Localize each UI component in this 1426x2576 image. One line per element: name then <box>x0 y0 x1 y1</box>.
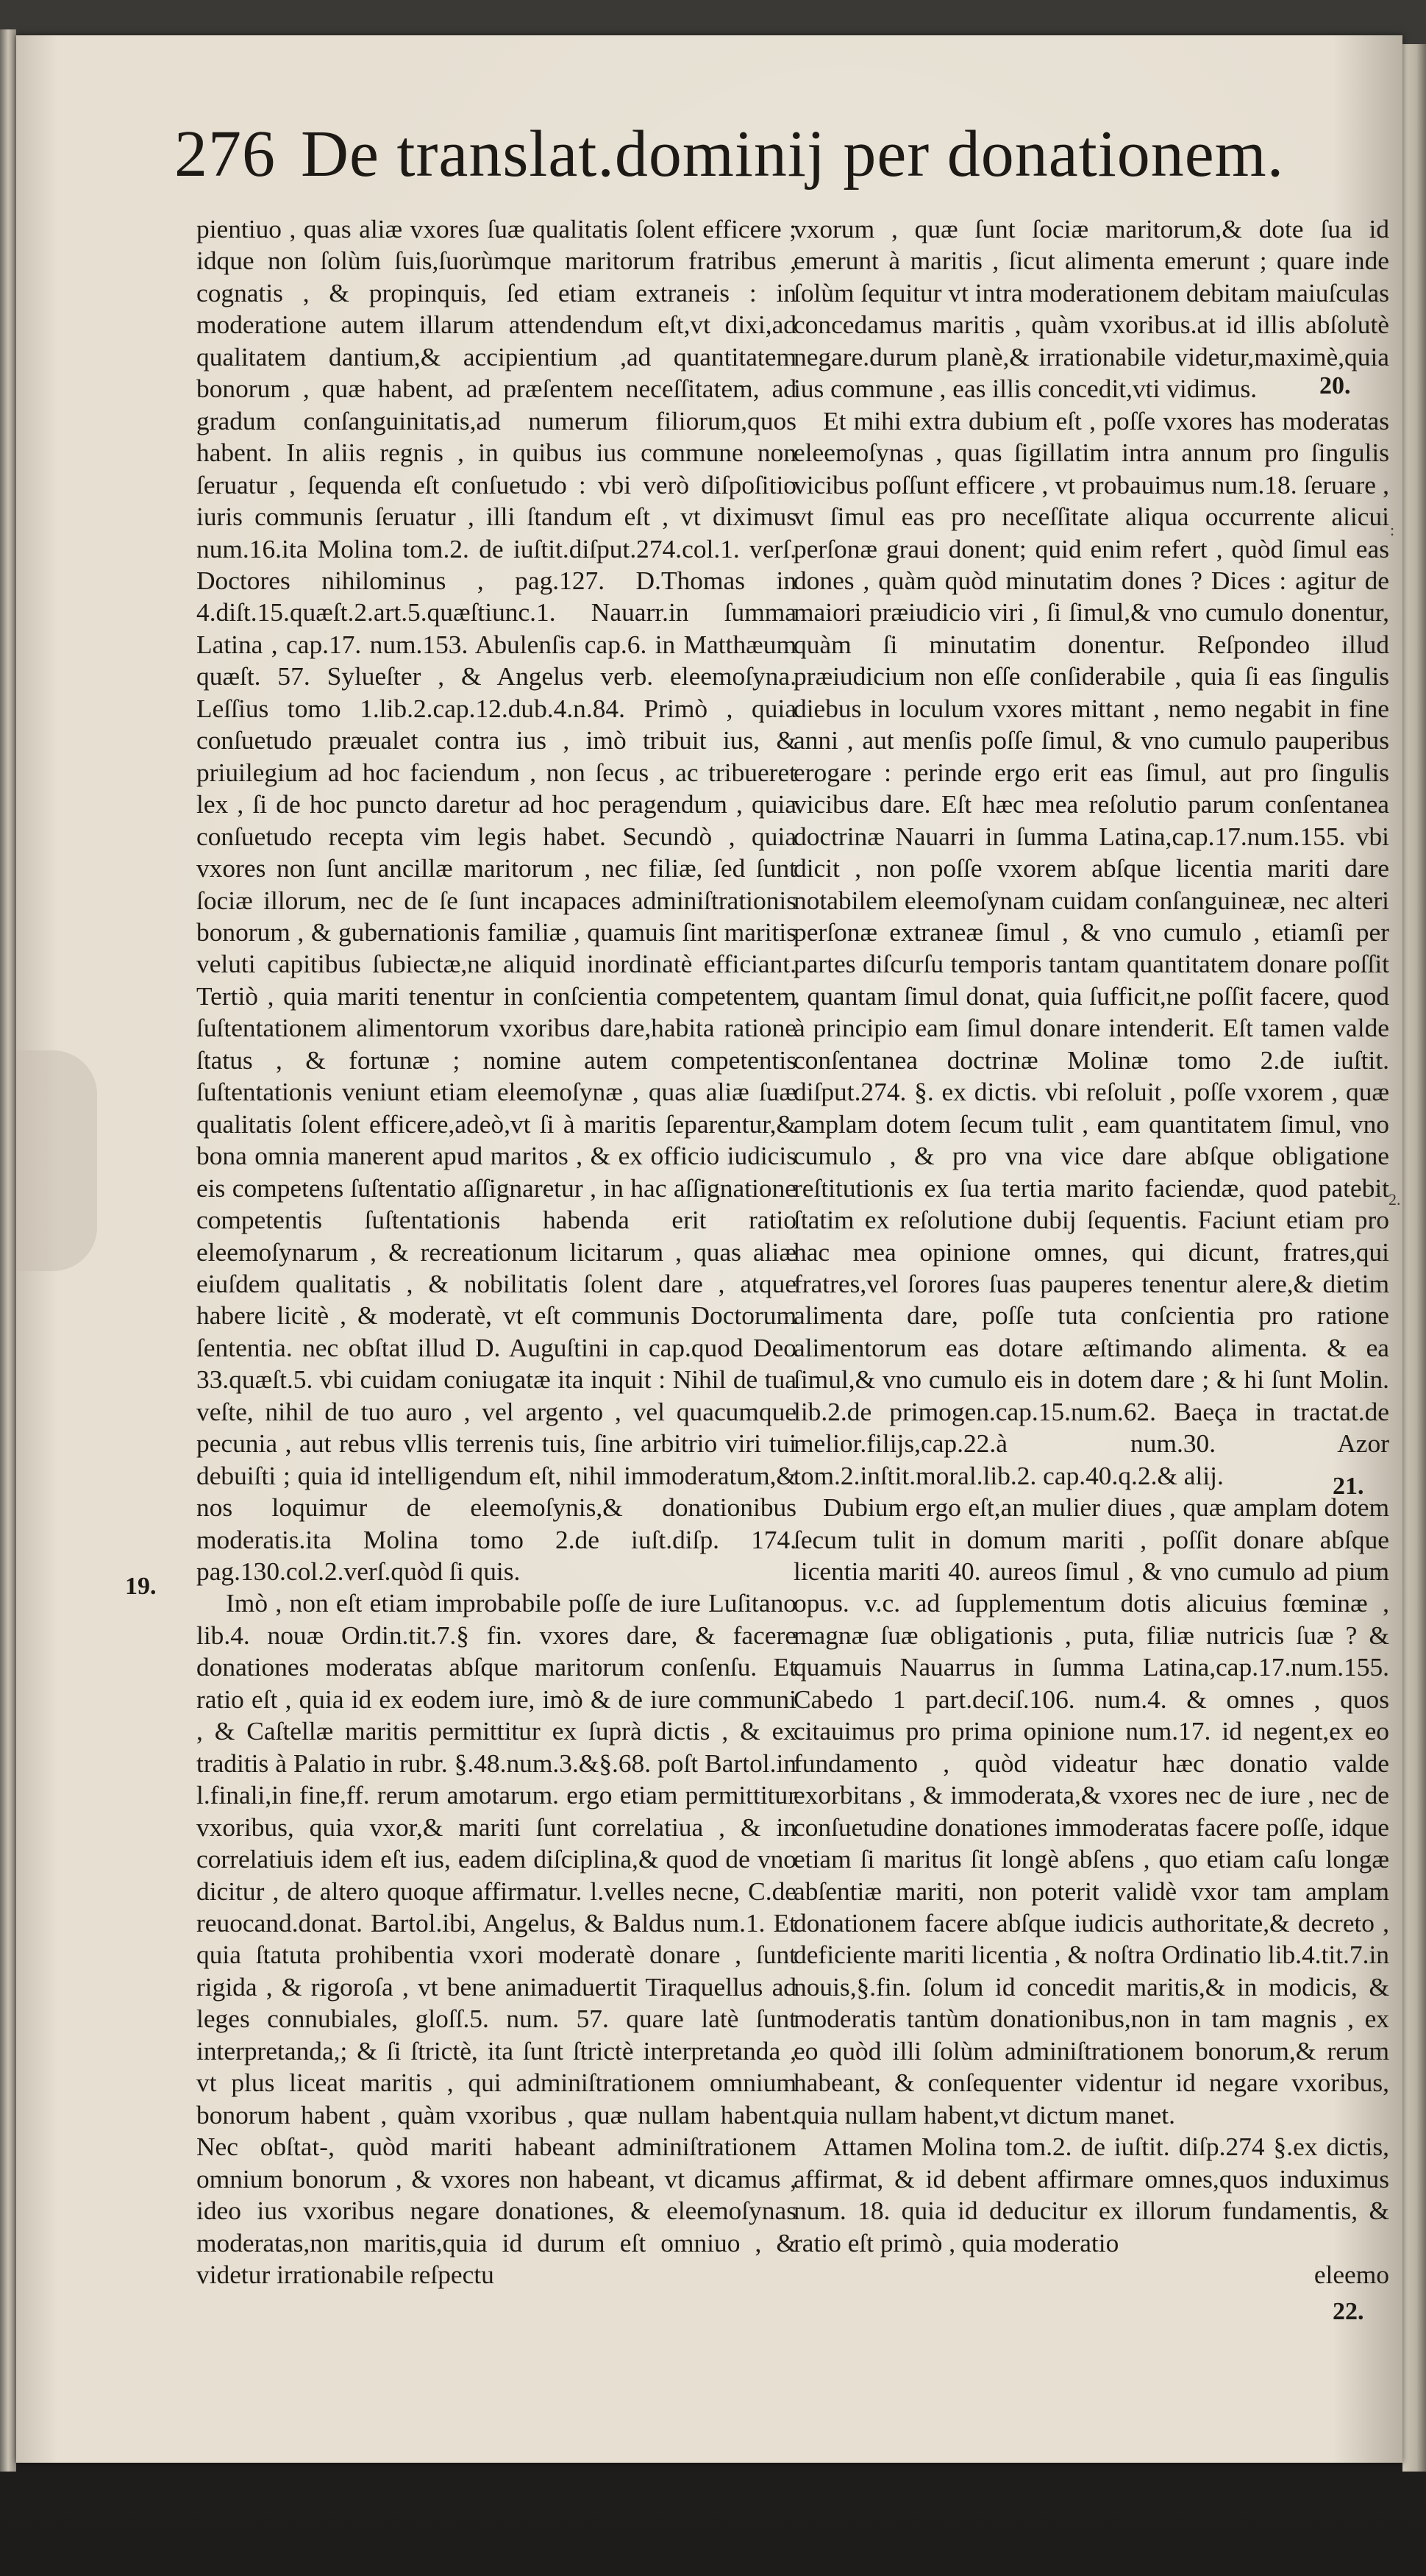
left-paragraph-2: Imò , non eſt etiam improbabile poſſe de iure Luſitano lib.4. nouæ Ordin.tit.7.§ fin. vxores dare, & facere donationes moderatas abſque maritorum conſenſu. Et ratio eſt , quia id ex eodem iure, imò & de iure communi , & Caſtellæ maritis permittitur ex ſuprà dictis , & ex traditis à Palatio in rubr. §.48.num.3.&§.68. poſt Bartol.in l.finali,in fine,ff. rerum amotarum. ergo etiam permittitur vxoribus, quia vxor,& mariti ſunt correlatiua , & in correlatiuis idem eſt ius, eadem diſciplina,& quod de vno dicitur , de altero quoque affirmatur. l.velles necne, C.de reuocand.donat. Bartol.ibi, Angelus, & Baldus num.1. Et quia ſtatuta prohibentia vxori moderatè donare , ſunt rigida , & rigoroſa , vt bene animaduertit Tiraquellus ad leges connubiales, gloſſ.5. num. 57. quare latè ſunt interpretanda,; & ſi ſtrictè, ita ſunt ſtrictè interpretanda , vt plus liceat maritis , qui adminiſtrationem omnium bonorum habent , quàm vxoribus , quæ nullam habent. Nec obſtat-, quòd mariti habeant adminiſtrationem omnium bonorum , & vxores non habeant, vt dicamus , ideo ius vxoribus negare donationes, & eleemoſynas moderatas,non maritis,quia id durum eſt omniuo , & videtur irrationabile reſpectu <box>196 1588 796 2289</box>
left-column <box>196 213 796 2291</box>
margin-number-22: 22. <box>1333 2298 1364 2325</box>
left-paragraph-1: pientiuo , quas aliæ vxores ſuæ qualitatis ſolent efficere ; idque non ſolùm ſuis,ſuorùmque maritorum fratribus , cognatis , & propinquis, ſed etiam extraneis : in moderatione autem illarum attendendum eſt,vt dixi,ad qualitatem dantium,& accipientium ,ad quantitatem bonorum , quæ habent, ad præſentem neceſſitatem, ad gradum conſanguinitatis,ad numerum filiorum,quos habent. In aliis regnis , in quibus ius commune non ſeruatur , ſequenda eſt conſuetudo : vbi verò diſpoſitio iuris communis ſeruatur , illi ſtandum eſt , vt diximus num.16.ita Molina tom.2. de iuſtit.diſput.274.col.1. verſ. Doctores nihilominus , pag.127. D.Thomas in 4.diſt.15.quæſt.2.art.5.quæſtiunc.1. Nauarr.in ſumma Latina , cap.17. num.153. Abulenſis cap.6. in Matthæum quæſt. 57. Sylueſter , & Angelus verb. eleemoſyna. Leſſius tomo 1.lib.2.cap.12.dub.4.n.84. Primò , quia conſuetudo præualet contra ius , imò tribuit ius, & priuilegium ad hoc faciendum , non ſecus , ac tribueret lex , ſi de hoc puncto daretur ad hoc peragendum , quia conſuetudo recepta vim legis habet. Secundò , quia vxores non ſunt ancillæ maritorum , nec filiæ, ſed ſunt ſociæ illorum, nec de ſe ſunt incapaces adminiſtrationis bonorum , & gubernationis familiæ , quamuis ſint maritis veluti capitibus ſubiectæ,ne aliquid inordinatè efficiant. Tertiò , quia mariti tenentur in conſcientia competentem ſuſtentationem alimentorum vxoribus dare,habita ratione ſtatus , & fortunæ ; nomine autem competentis ſuſtentationis veniunt etiam eleemoſynæ , quas aliæ ſuæ qualitatis ſolent efficere,adeò,vt ſi à maritis ſeparentur,& bona omnia manerent apud maritos , & ex officio iudicis eis competens ſuſtentatio aſſignaretur , in hac aſſignatione competentis ſuſtentationis habenda erit ratio eleemoſynarum , & recreationum licitarum , quas aliæ eiuſdem qualitatis , & nobilitatis ſolent dare , atque habere licitè , & moderatè, vt eſt communis Doctorum ſententia. nec obſtat illud D. Auguſtini in cap.quod Deo 33.quæſt.5. vbi cuidam coniugatæ ita inquit : Nihil de tua veſte, nihil de tuo auro , vel argento , vel quacumque pecunia , aut rebus vllis terrenis tuis, ſine arbitrio viri tui debuiſti ; quia id intelligendum eſt, nihil immoderatum,& nos loquimur de eleemoſynis,& donationibus moderatis.ita Molina tomo 2.de iuſt.diſp. 174. pag.130.col.2.verſ.quòd ſi quis. <box>196 214 796 1587</box>
page-number: 276 <box>174 118 276 191</box>
margin-number-21: 21. <box>1333 1473 1364 1500</box>
right-paragraph-1: vxorum , quæ ſunt ſociæ maritorum,& dote ſua id emerunt à maritis , ſicut alimenta emerunt ; quare inde ſolùm ſequitur vt intra moderationem debitam maiuſculas concedamus maritis , quàm vxoribus.at id illis abſolutè negare.durum planè,& irrationabile videtur,maximè,quia ius commune , eas illis concedit,vti vidimus. <box>794 214 1389 404</box>
book-page <box>16 35 1402 2463</box>
page-header <box>174 116 1284 192</box>
right-paragraph-4: Attamen Molina tom.2. de iuſtit. diſp.274 §.ex dictis, affirmat, & id debent affirmare omnes,quos induximus num. 18. quia id deducitur ex illorum fundamentis, & ratio eſt primò , quia moderatio <box>794 2132 1389 2257</box>
edge-mark-2: 2. <box>1388 1190 1401 1209</box>
right-paragraph-3: Dubium ergo eſt,an mulier diues , quæ amplam dotem ſecum tulit in domum mariti , poſſit donare abſque licentia mariti 40. aureos ſimul , & vno cumulo ad pium opus. v.c. ad ſupplementum dotis alicuius fœminæ , magnæ ſuæ obligationis , puta, filiæ nutricis ſuæ ? & quamuis Nauarrus in ſumma Latina,cap.17.num.155. Cabedo 1 part.deciſ.106. num.4. & omnes , quos citauimus pro prima opinione num.17. id negent,ex eo fundamento , quòd videatur hæc donatio valde exorbitans , & immoderata,& vxores nec de iure , nec de conſuetudine donationes immoderatas facere poſſe, idque etiam ſi maritus ſit longè abſens , quo etiam caſu longæ abſentiæ mariti, non poterit validè vxor tam amplam donationem facere abſque iudicis authoritate,& decreto , deficiente mariti licentia , & noſtra Ordinatio lib.4.tit.7.in nouis,§.fin. ſolum id concedit maritis,& in modicis, & moderatis tantùm donationibus,non in tam magnis , ex eo quòd illi ſolùm adminiſtrationem bonorum,& rerum habeant, & conſequenter videntur id negare vxoribus, quia nullam habent,vt dictum manet. <box>794 1492 1389 2130</box>
page-fold-shadow <box>16 1050 97 1271</box>
catchword: eleemo <box>1313 2260 1389 2289</box>
right-column <box>794 213 1389 2291</box>
book-left-edge <box>0 29 16 2472</box>
margin-number-20: 20. <box>1319 372 1351 399</box>
right-paragraph-2: Et mihi extra dubium eſt , poſſe vxores has moderatas eleemoſynas , quas ſigillatim intra annum pro ſingulis vicibus poſſunt efficere , vt probauimus num.18. ſeruare , vt ſimul eas pro neceſſitate aliqua occurrente alicui perſonæ graui donent; quid enim refert , quòd ſimul eas dones , quàm quòd minutatim dones ? Dices : agitur de maiori præiudicio viri , ſi ſimul,& vno cumulo donentur, quàm ſi minutatim donentur. Reſpondeo illud præiudicium non eſſe conſiderabile , quia ſi eas ſingulis diebus in loculum vxores mittant , nemo negabit in fine anni , aut menſis poſſe ſimul, & vno cumulo pauperibus erogare : perinde ergo erit eas ſimul, aut pro ſingulis vicibus dare. Eſt hæc mea reſolutio parum conſentanea doctrinæ Nauarri in ſumma Latina,cap.17.num.155. vbi dicit , non poſſe vxorem abſque licentia mariti dare notabilem eleemoſynam cuidam conſanguineæ, nec alteri perſonæ extraneæ ſimul , & vno cumulo , etiamſi per partes diſcurſu temporis tantam quantitatem donare poſſit , quantam ſimul donat, quia ſufficit,ne poſſit facere, quod à principio eam ſimul donare intenderit. Eſt tamen valde conſentanea doctrinæ Molinæ tomo 2.de iuſtit. diſput.274. §. ex dictis. vbi reſoluit , poſſe vxorem , quæ amplam dotem ſecum tulit , eam quantitatem ſimul, vno cumulo , & pro vna vice dare abſque obligatione reſtitutionis ex ſua tertia marito faciendæ, quod patebit ſtatim ex reſolutione dubij ſequentis. Faciunt etiam pro hac mea opinione omnes, qui dicunt, fratres,qui fratres,vel ſorores ſuas pauperes tenentur alere,& dietim alimenta dare, poſſe tuta conſcientia pro ratione alimentorum eas dotare æſtimando alimenta. & ea ſimul,& vno cumulo eis in dotem dare ; & hi ſunt Molin. lib.2.de primogen.cap.15.num.62. Baeça in tractat.de melior.filijs,cap.22.à num.30. Azor tom.2.inſtit.moral.lib.2. cap.40.q.2.& alij. <box>794 405 1389 1490</box>
margin-number-19: 19. <box>125 1573 157 1600</box>
running-title: De translat.dominij per donationem. <box>301 118 1285 191</box>
book-right-edge <box>1402 44 1426 2472</box>
edge-mark-1: : <box>1390 521 1395 539</box>
